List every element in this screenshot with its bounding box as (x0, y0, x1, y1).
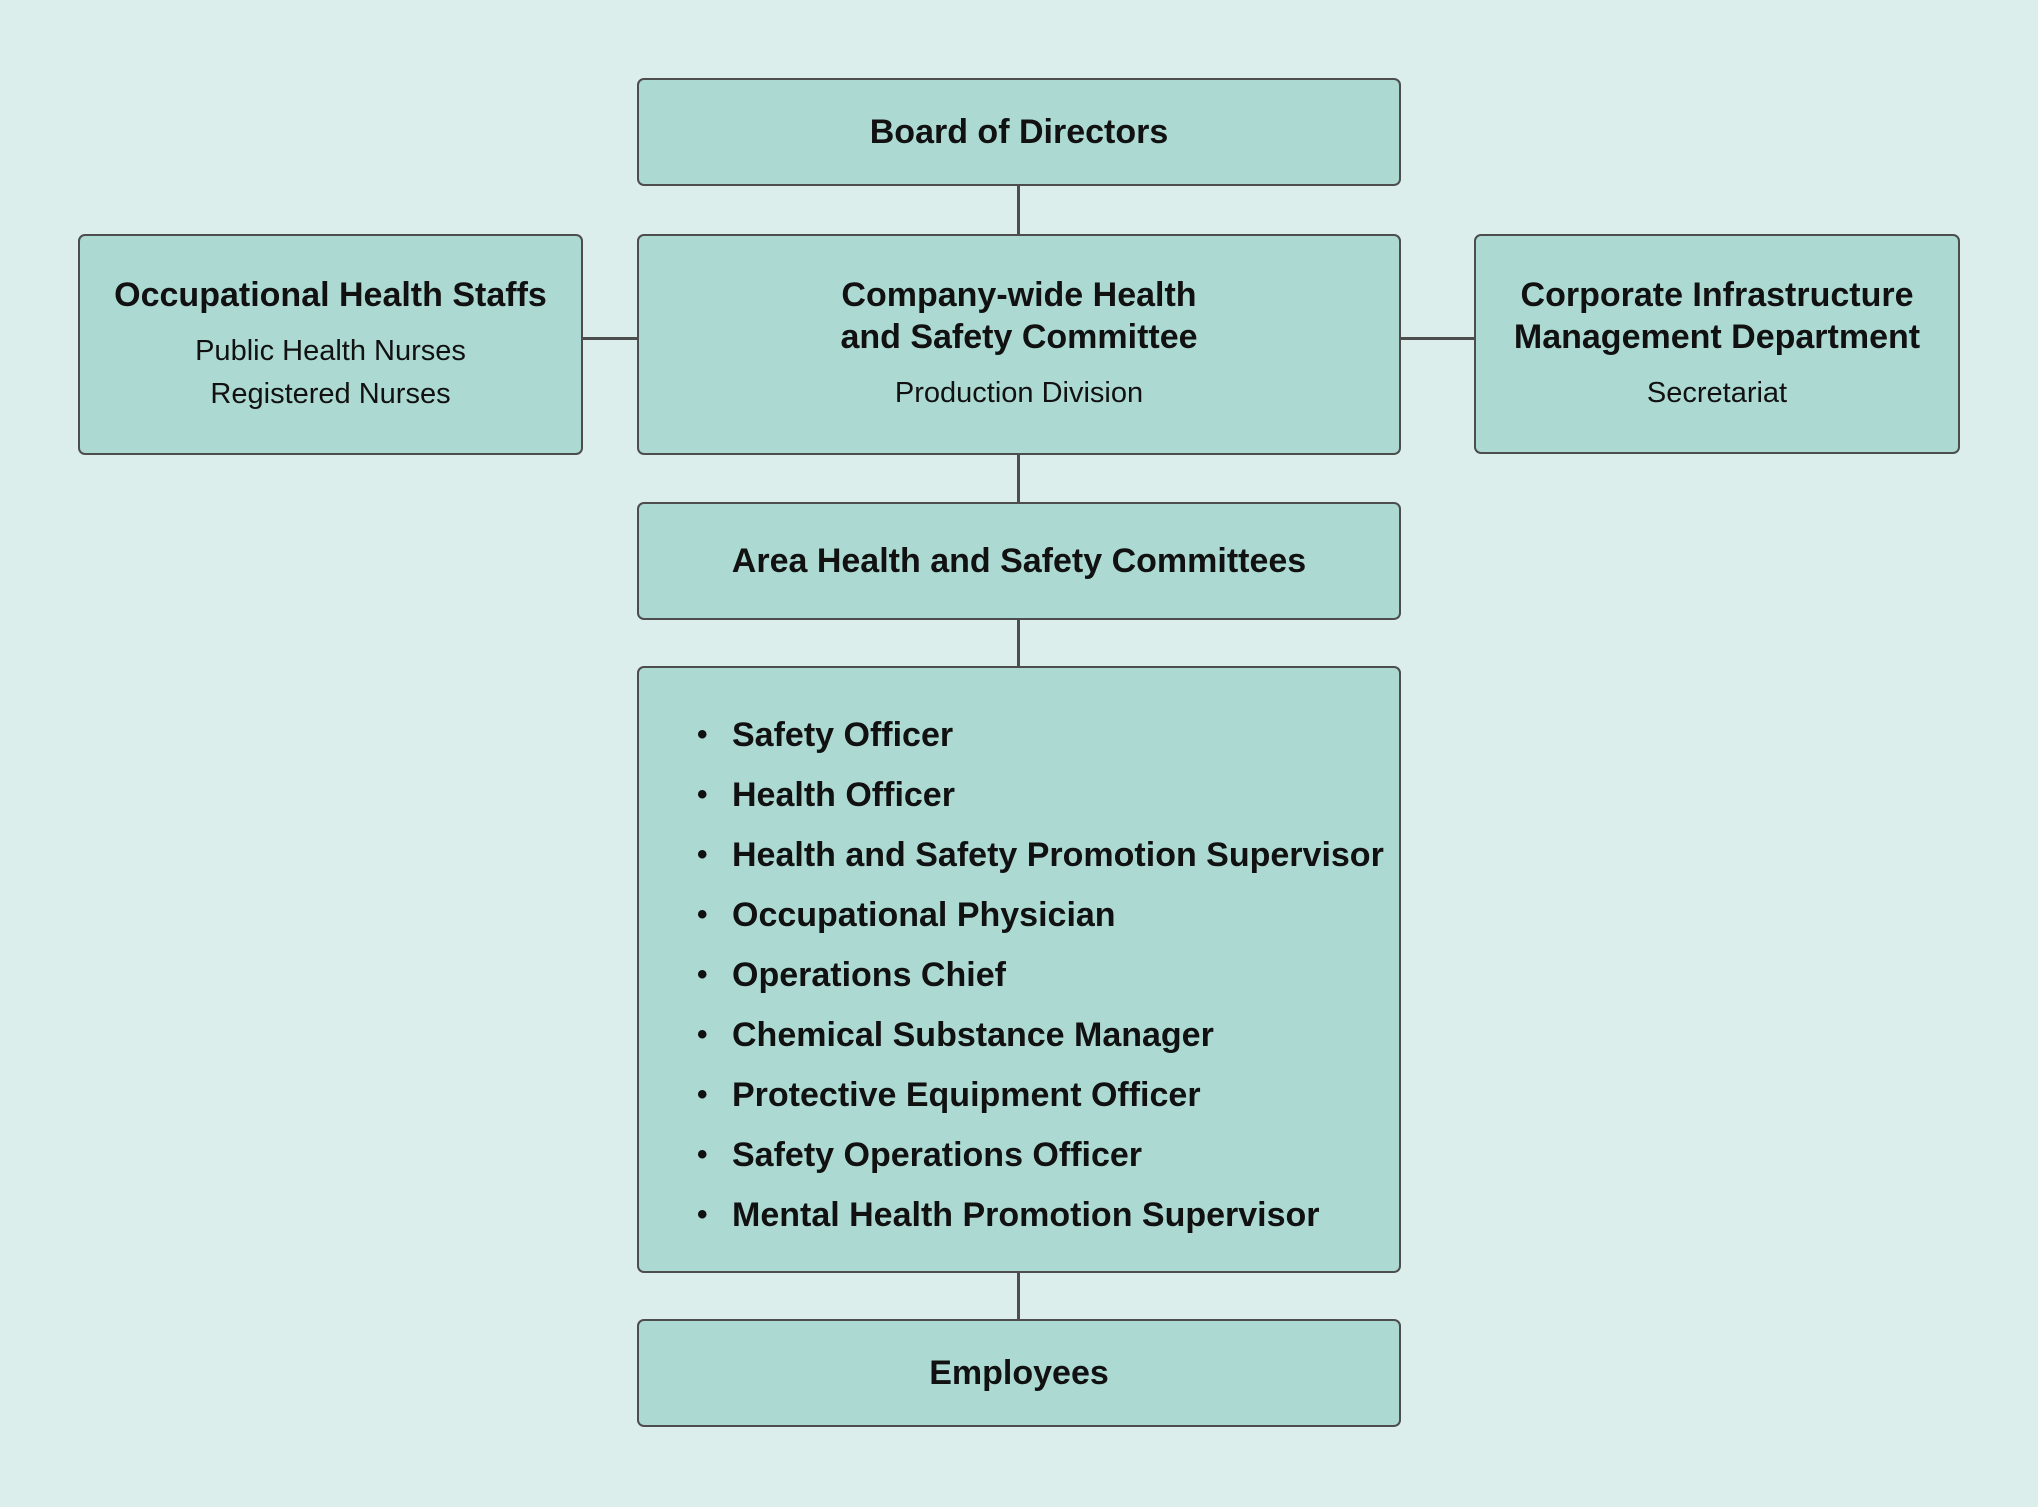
role-item (697, 765, 1384, 825)
infrastructure-box (1474, 234, 1960, 454)
role-label: Chemical Substance Manager (732, 1016, 1214, 1054)
infrastructure-title-line-2: Management Department (1513, 317, 1921, 356)
bullet-glyph: • (697, 958, 708, 991)
roles-box (637, 666, 1401, 1273)
role-label: Safety Officer (732, 716, 954, 754)
occupational-health-box (78, 234, 583, 455)
occupational-health-title: Occupational Health Staffs (114, 275, 547, 314)
role-item (697, 1185, 1384, 1245)
connector-occupational-committee (581, 337, 639, 340)
employees-box (637, 1319, 1401, 1427)
employees-title: Employees (929, 1354, 1109, 1392)
infrastructure-subtitle: Secretariat (1646, 376, 1788, 409)
member-registered-nurses: Registered Nurses (210, 377, 451, 410)
role-item (697, 1125, 1384, 1185)
roles-list (639, 668, 1384, 1245)
committee-subtitle: Production Division (894, 377, 1144, 409)
role-label: Operations Chief (732, 956, 1006, 994)
bullet-glyph: • (697, 1198, 708, 1231)
connector-board-committee (1017, 185, 1020, 235)
board-of-directors-box (637, 78, 1401, 186)
bullet-glyph: • (697, 718, 708, 751)
area-committees-box (637, 502, 1401, 620)
bullet-glyph: • (697, 778, 708, 811)
role-item (697, 705, 1384, 765)
bullet-glyph: • (697, 898, 708, 931)
committee-title-line-2: and Safety Committee (840, 318, 1198, 356)
connector-committee-area (1017, 454, 1020, 504)
area-committees-title: Area Health and Safety Committees (731, 542, 1307, 580)
role-label: Safety Operations Officer (732, 1136, 1143, 1174)
board-title: Board of Directors (869, 113, 1169, 151)
connector-roles-employees (1017, 1271, 1020, 1321)
role-item (697, 1005, 1384, 1065)
role-label: Health and Safety Promotion Supervisor (732, 836, 1384, 874)
bullet-glyph: • (697, 1078, 708, 1111)
role-item (697, 1065, 1384, 1125)
bullet-glyph: • (697, 1138, 708, 1171)
connector-area-roles (1017, 618, 1020, 668)
bullet-glyph: • (697, 1018, 708, 1051)
role-label: Protective Equipment Officer (732, 1076, 1201, 1114)
infrastructure-title-line-1: Corporate Infrastructure (1520, 275, 1914, 314)
member-public-health-nurses: Public Health Nurses (195, 334, 466, 367)
role-label: Mental Health Promotion Supervisor (732, 1196, 1320, 1234)
role-item (697, 945, 1384, 1005)
role-label: Occupational Physician (732, 896, 1116, 934)
company-committee-box (637, 234, 1401, 455)
role-label: Health Officer (732, 776, 955, 814)
role-item (697, 885, 1384, 945)
connector-committee-infrastructure (1399, 337, 1476, 340)
bullet-glyph: • (697, 838, 708, 871)
role-item (697, 825, 1384, 885)
committee-title-line-1: Company-wide Health (841, 276, 1197, 314)
